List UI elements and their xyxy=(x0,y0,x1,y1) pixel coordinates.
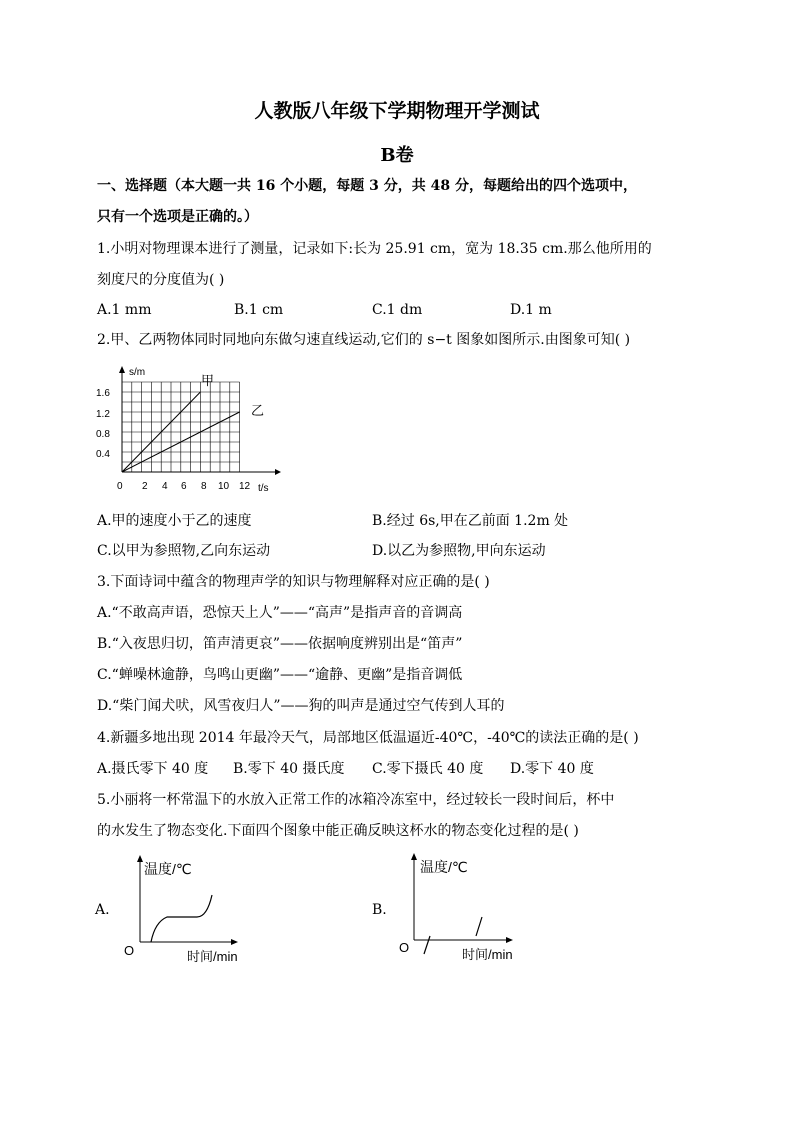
y-axis-label: s/m xyxy=(129,367,146,378)
x-axis-label: t/s xyxy=(258,483,269,494)
x-tick-label: 10 xyxy=(218,481,230,492)
x-tick-label: 8 xyxy=(201,481,207,492)
y-tick-label: 0.8 xyxy=(96,429,110,440)
q2-option-c: C.以甲为参照物,乙向东运动 xyxy=(97,543,271,559)
q4-option-a: A.摄氏零下 40 度 xyxy=(97,761,209,777)
q1-stem-line1: 1.小明对物理课本进行了测量，记录如下:长为 25.91 cm，宽为 18.35 cm.那么他所用的 xyxy=(97,241,652,257)
q4-stem: 4.新疆多地出现 2014 年最冷天气，局部地区低温逼近-40℃，-40℃的读法正确的是( ) xyxy=(97,730,639,746)
x-tick-label: 0 xyxy=(117,481,123,492)
q3-option-b: B.“入夜思归切，笛声清更哀”——依据响度辨别出是“笛声” xyxy=(97,636,463,652)
q1-option-c: C.1 dm xyxy=(372,302,423,318)
q3-option-c: C.“蝉噪林逾静，鸟鸣山更幽”——“逾静、更幽”是指音调低 xyxy=(97,667,463,683)
q2-option-a: A.甲的速度小于乙的速度 xyxy=(97,513,252,529)
q1-option-a: A.1 mm xyxy=(97,302,152,318)
section-heading-line2: 只有一个选项是正确的。） xyxy=(97,209,258,225)
x-axis-label: 时间/min xyxy=(187,949,238,964)
x-tick-label: 2 xyxy=(142,481,148,492)
x-axis-arrow xyxy=(231,939,238,945)
q2-stem: 2.甲、乙两物体同时同地向东做匀速直线运动,它们的 s−t 图象如图所示.由图象可知( ) xyxy=(97,332,631,348)
q5-graph-b xyxy=(390,850,540,970)
line-jia-label: 甲 xyxy=(201,373,215,388)
temperature-curve xyxy=(151,895,212,942)
x-tick-label: 6 xyxy=(181,481,187,492)
y-axis-label: 温度/℃ xyxy=(144,861,192,877)
q3-stem: 3.下面诗词中蕴含的物理声学的知识与物理解释对应正确的是( ) xyxy=(97,574,490,590)
q4-option-c: C.零下摄氏 40 度 xyxy=(372,761,484,777)
y-tick-label: 1.2 xyxy=(96,409,110,420)
q5-option-a-label: A. xyxy=(95,902,110,918)
temperature-segment xyxy=(424,936,430,954)
y-axis-arrow xyxy=(119,366,125,373)
x-tick-label: 12 xyxy=(239,481,251,492)
q2-option-b: B.经过 6s,甲在乙前面 1.2m 处 xyxy=(372,513,569,529)
q4-option-d: D.零下 40 度 xyxy=(510,761,594,777)
q2-st-graph xyxy=(95,365,285,495)
section-heading-line1: 一、选择题（本大题一共 16 个小题，每题 3 分，共 48 分，每题给出的四个选项中， xyxy=(97,178,637,194)
q1-stem-line2: 刻度尺的分度值为( ) xyxy=(97,272,225,288)
q4-option-b: B.零下 40 摄氏度 xyxy=(233,761,345,777)
q1-option-d: D.1 m xyxy=(510,302,552,318)
x-axis-arrow xyxy=(275,469,281,475)
y-axis-arrow xyxy=(137,855,143,862)
q5-graph-a xyxy=(115,850,265,970)
q1-option-b: B.1 cm xyxy=(234,302,284,318)
x-axis-label: 时间/min xyxy=(462,947,513,962)
y-tick-label: 1.6 xyxy=(96,388,110,399)
line-yi-label: 乙 xyxy=(251,403,265,418)
y-tick-label: 0.4 xyxy=(96,449,110,460)
x-axis-arrow xyxy=(506,937,513,943)
temperature-segment xyxy=(476,917,482,936)
q2-option-d: D.以乙为参照物,甲向东运动 xyxy=(372,543,546,559)
page-subtitle: B卷 xyxy=(380,145,414,166)
q3-option-a: A.“不敢高声语，恐惊天上人”——“高声”是指声音的音调高 xyxy=(97,605,463,621)
q5-stem-line2: 的水发生了物态变化.下面四个图象中能正确反映这杯水的物态变化过程的是( ) xyxy=(97,823,579,839)
q5-stem-line1: 5.小丽将一杯常温下的水放入正常工作的冰箱冷冻室中，经过较长一段时间后，杯中 xyxy=(97,792,615,808)
page-title: 人教版八年级下学期物理开学测试 xyxy=(254,100,540,122)
origin-label: O xyxy=(399,940,410,955)
y-axis-label: 温度/℃ xyxy=(420,859,468,875)
q3-option-d: D.“柴门闻犬吠，风雪夜归人”——狗的叫声是通过空气传到人耳的 xyxy=(97,698,505,714)
origin-label: O xyxy=(124,943,135,958)
y-axis-arrow xyxy=(411,853,417,860)
x-tick-label: 4 xyxy=(162,481,168,492)
q5-option-b-label: B. xyxy=(372,902,387,918)
